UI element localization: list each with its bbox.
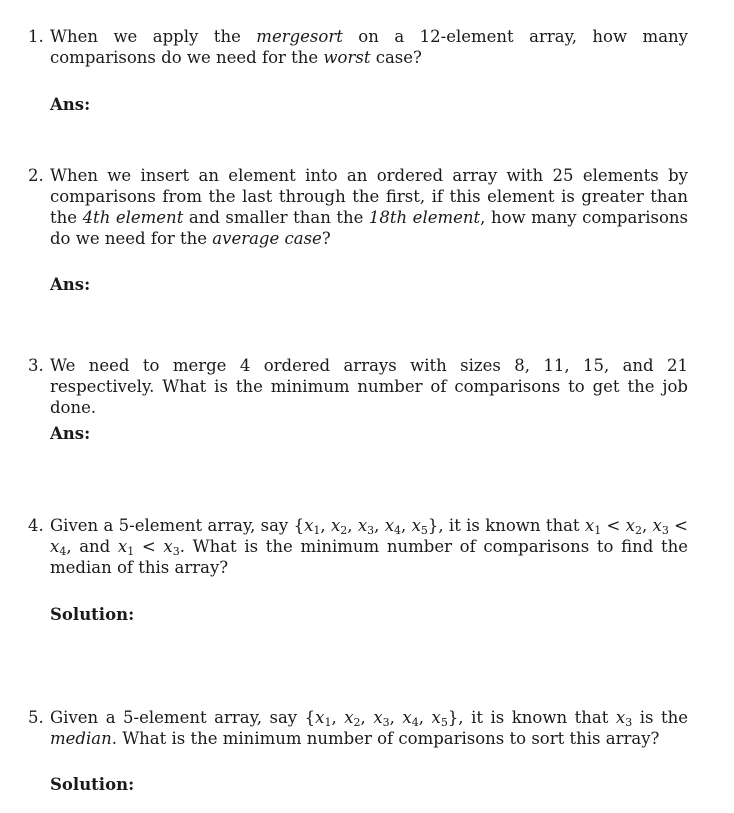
math-variable — [653, 516, 669, 535]
math-subscript: 3 — [625, 716, 633, 729]
text-run: . What is the minimum number of comparisons to find the median of this array? — [50, 537, 689, 577]
math-subscript: 1 — [313, 524, 321, 537]
solution-label: Solution: — [50, 605, 135, 624]
math-variable — [304, 516, 320, 535]
math-variable — [163, 537, 179, 556]
text-run: }, it is known that — [447, 708, 616, 727]
math-subscript: 1 — [324, 716, 332, 729]
math-variable — [50, 537, 66, 556]
emphasis-text: worst — [323, 48, 371, 67]
math-symbol: x — [411, 516, 421, 535]
math-variable — [358, 516, 374, 535]
text-run: , — [418, 708, 432, 727]
text-run: , — [401, 516, 412, 535]
question-text — [50, 515, 688, 578]
math-variable — [331, 516, 347, 535]
math-symbol: x — [315, 708, 325, 727]
math-variable — [412, 516, 428, 535]
question-text — [50, 26, 688, 68]
question-3 — [28, 355, 688, 418]
math-subscript: 5 — [420, 524, 428, 537]
math-symbol: x — [615, 708, 626, 727]
math-subscript: 3 — [661, 524, 669, 537]
text-run: ? — [321, 229, 331, 248]
text-run: , how many comparisons do we need for the — [50, 208, 688, 248]
emphasis-text: median — [50, 729, 112, 748]
question-number: 1. — [28, 27, 44, 46]
math-variable — [385, 516, 401, 535]
text-run: Given a 5-element array, say { — [50, 516, 305, 535]
math-symbol: x — [584, 516, 595, 535]
math-subscript: 2 — [353, 716, 361, 729]
math-variable — [402, 708, 418, 727]
text-run: Given a 5-element array, say { — [50, 708, 316, 727]
text-run: When we insert an element into an ordered array with 25 elements by comparisons from the last through the first, if this element is greater than the — [50, 166, 688, 227]
math-symbol: x — [117, 537, 128, 556]
math-symbol: x — [357, 516, 368, 535]
math-symbol: x — [163, 537, 173, 556]
text-run: and smaller than the — [183, 208, 369, 227]
question-number: 3. — [28, 356, 44, 375]
text-run: < — [601, 516, 626, 535]
math-subscript: 5 — [440, 716, 448, 729]
math-subscript: 3 — [382, 716, 390, 729]
math-subscript: 4 — [411, 716, 419, 729]
text-run: , and — [66, 537, 118, 556]
math-symbol: x — [402, 708, 412, 727]
math-variable — [626, 516, 642, 535]
question-text — [50, 355, 688, 418]
text-run: , — [641, 516, 653, 535]
text-run: < — [668, 516, 688, 535]
math-variable — [373, 708, 389, 727]
text-run: . What is the minimum number of comparisons to sort this array? — [111, 729, 660, 748]
text-run: When we apply the — [50, 27, 257, 46]
math-variable — [118, 537, 134, 556]
answer-label: Ans: — [50, 95, 91, 114]
math-subscript: 1 — [594, 524, 602, 537]
question-2 — [28, 165, 688, 249]
text-run: < — [134, 537, 164, 556]
question-number: 4. — [28, 516, 44, 535]
text-run: , — [360, 708, 374, 727]
math-symbol: x — [50, 537, 60, 556]
question-5 — [28, 707, 688, 749]
text-run: , — [320, 516, 331, 535]
math-subscript: 2 — [340, 524, 348, 537]
math-variable — [616, 708, 632, 727]
emphasis-text: 4th element — [82, 208, 184, 227]
math-symbol: x — [384, 516, 394, 535]
text-run: case? — [370, 48, 422, 67]
math-symbol: x — [625, 516, 635, 535]
math-subscript: 3 — [172, 545, 180, 558]
math-variable — [432, 708, 448, 727]
math-subscript: 1 — [127, 545, 135, 558]
question-number: 5. — [28, 708, 44, 727]
emphasis-text: 18th element — [368, 208, 481, 227]
math-symbol: x — [344, 708, 354, 727]
answer-label: Ans: — [50, 424, 91, 443]
math-subscript: 3 — [367, 524, 375, 537]
math-symbol: x — [652, 516, 662, 535]
question-1 — [28, 26, 688, 68]
text-run: We need to merge 4 ordered arrays with sizes 8, 11, 15, and 21 respectively. What is the minimum number of comparisons to get the job done. — [50, 356, 688, 417]
question-number: 2. — [28, 166, 44, 185]
text-run: is the — [632, 708, 689, 727]
math-subscript: 4 — [394, 524, 401, 537]
text-run: on a 12-element array, how many comparisons do we need for the — [50, 27, 688, 67]
solution-label: Solution: — [50, 775, 135, 794]
question-4 — [28, 515, 688, 578]
text-run: , — [374, 516, 385, 535]
math-symbol: x — [330, 516, 341, 535]
text-run: , — [331, 708, 345, 727]
math-subscript: 2 — [634, 524, 642, 537]
answer-label: Ans: — [50, 275, 91, 294]
question-text — [50, 707, 688, 749]
math-variable — [344, 708, 360, 727]
text-run: , — [347, 516, 358, 535]
text-run: , — [389, 708, 403, 727]
math-subscript: 4 — [59, 545, 67, 558]
math-symbol: x — [373, 708, 383, 727]
text-run: }, it is known that — [427, 516, 585, 535]
emphasis-text: mergesort — [256, 27, 343, 46]
math-symbol: x — [431, 708, 441, 727]
math-variable — [585, 516, 601, 535]
question-text — [50, 165, 688, 249]
math-variable — [315, 708, 331, 727]
emphasis-text: average case — [212, 229, 322, 248]
math-symbol: x — [304, 516, 314, 535]
